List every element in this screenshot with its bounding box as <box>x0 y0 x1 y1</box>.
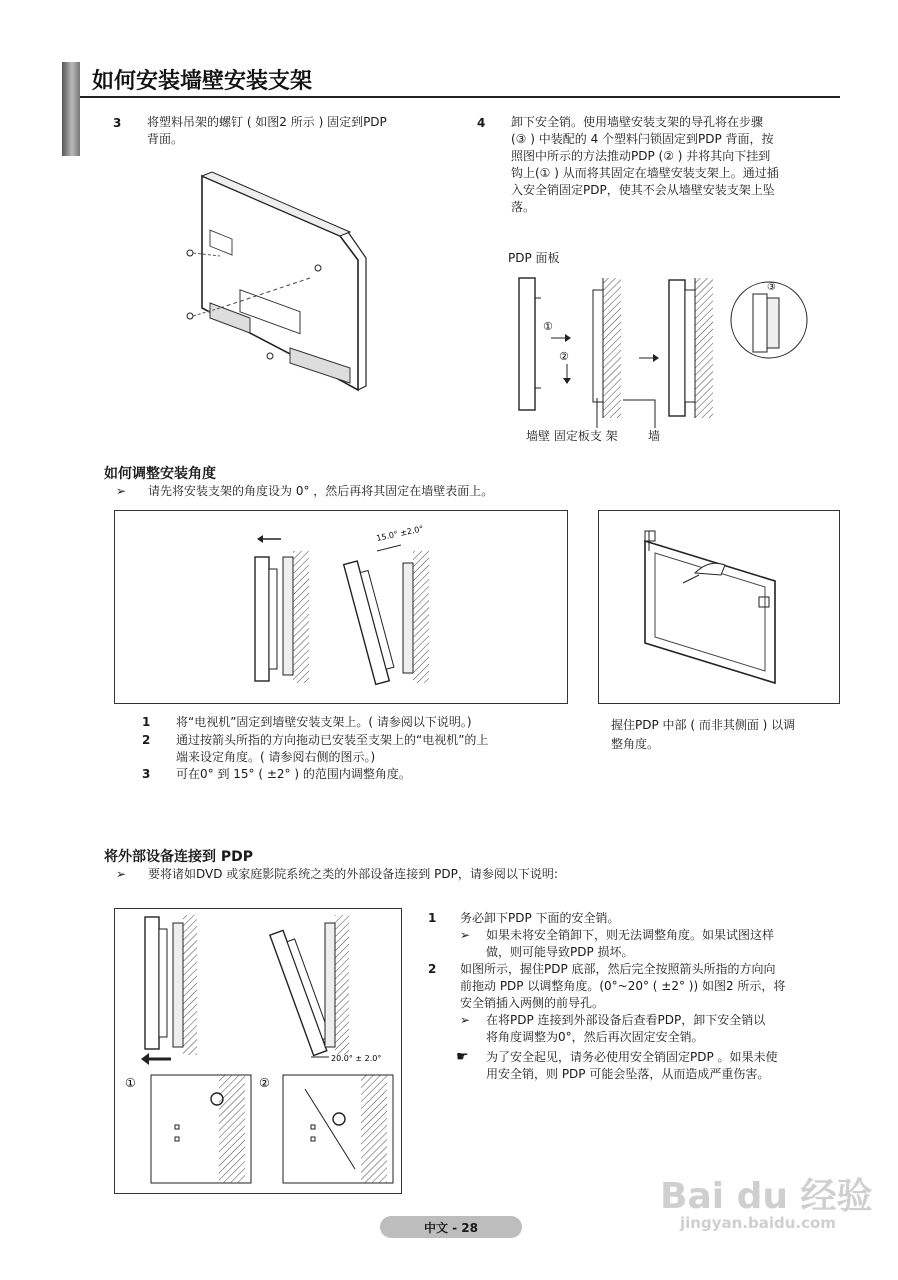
title-divider <box>80 96 840 98</box>
angle-figure-frame <box>114 510 568 704</box>
hand-pointer-icon: ☛ <box>456 1049 469 1065</box>
connect-diagram <box>115 909 401 1193</box>
step4-line: 落。 <box>511 200 536 214</box>
tv-back-illustration <box>180 168 380 393</box>
marker-3: ③ <box>767 282 776 293</box>
step4-line: 入安全销固定PDP，使其不会从墙壁安装支架上坠 <box>511 183 775 197</box>
connect-note-arrow: ➢ <box>116 867 127 881</box>
header-accent-bar <box>62 62 80 156</box>
angle-step-2: 2 通过按箭头所指的方向拖动已安装至支架上的“电视机”的上 端来设定角度。( 请参阅右侧的图示。) <box>142 733 489 764</box>
connect-marker-1: ① <box>125 1076 136 1090</box>
page-title: 如何安装墙壁安装支架 <box>92 69 313 94</box>
angle-note: 请先将安装支架的角度设为 0° ，然后再将其固定在墙壁表面上。 <box>148 484 494 498</box>
step3-line-1: 将塑料吊架的螺钉 ( 如图2 所示 ) 固定到PDP <box>147 115 387 129</box>
connect-step-1-note: ➢ 如果未将安全销卸下，则无法调整角度。如果试图这样 做，则可能导致PDP 损坏。 <box>460 928 775 959</box>
step4-text <box>511 114 851 216</box>
connect-note: 要将诸如DVD 或家庭影院系统之类的外部设备连接到 PDP，请参阅以下说明: <box>148 867 558 881</box>
angle-label-15: 15.0° ±2.0° <box>375 524 425 543</box>
grip-diagram <box>599 511 839 703</box>
grip-figure-frame <box>598 510 840 704</box>
step4-line: 钩上(① ) 从而将其固定在墙壁安装支架上。通过插 <box>511 166 779 180</box>
grip-instructions: 握住PDP 中部 ( 而非其侧面 ) 以调 整角度。 <box>611 718 796 751</box>
step3-line-2: 背面。 <box>147 132 184 146</box>
watermark-url: jingyan.baidu.com <box>680 1214 836 1232</box>
angle-steps <box>142 714 488 783</box>
angle-diagram <box>115 511 567 703</box>
connect-steps <box>428 910 848 1083</box>
angle-step-1: 1 将“电视机”固定到墙壁安装支架上。( 请参阅以下说明。) <box>142 715 472 729</box>
step4-line: 卸下安全销。使用墙壁安装支架的导孔将在步骤 <box>511 115 764 129</box>
watermark-logo: Bai du 经验 <box>660 1176 873 1217</box>
marker-2: ② <box>559 350 569 363</box>
connect-marker-2: ② <box>259 1076 270 1090</box>
angle-heading: 如何调整安装角度 <box>104 466 216 482</box>
angle-step-3: 3 可在0° 到 15° ( ±2° ) 的范围内调整角度。 <box>142 767 411 781</box>
label-wall: 墙 <box>648 429 661 443</box>
angle-label-20: 20.0° ± 2.0° <box>331 1054 382 1063</box>
connect-step-2: 2 如图所示，握住PDP 底部，然后完全按照箭头所指的方向向 前拖动 PDP 以调整角度。(0°~20° ( ±2° )) 如图2 所示，将 安全销插入两侧的前导孔。 <box>428 962 786 1010</box>
connect-heading: 将外部设备连接到 PDP <box>104 849 254 865</box>
step3-number: 3 <box>113 116 122 130</box>
mount-diagram <box>505 268 835 438</box>
connect-step-1: 1 务必卸下PDP 下面的安全销。 <box>428 911 620 925</box>
step4-line: 照图中所示的方法推动PDP (② ) 并将其向下挂到 <box>511 149 771 163</box>
marker-1: ① <box>543 320 553 333</box>
angle-note-arrow: ➢ <box>116 484 127 498</box>
label-pdp-panel: PDP 面板 <box>508 251 560 265</box>
label-bracket: 墙壁 固定板支 架 <box>526 429 618 443</box>
connect-figure-frame <box>114 908 402 1194</box>
connect-step-2-note: ➢ 在将PDP 连接到外部设备后查看PDP，卸下安全销以 将角度调整为0°，然后再次固定安全销。 <box>460 1013 766 1044</box>
safety-warning: ☛ 为了安全起见，请务必使用安全销固定PDP 。如果未使 用安全销，则 PDP 可能会坠落，从而造成严重伤害。 <box>456 1049 778 1081</box>
step3-text <box>147 114 387 148</box>
page-number: 中文 - 28 <box>380 1216 522 1238</box>
step4-number: 4 <box>477 116 486 130</box>
step4-line: (③ ) 中装配的 4 个塑料闩锁固定到PDP 背面，按 <box>511 132 774 146</box>
